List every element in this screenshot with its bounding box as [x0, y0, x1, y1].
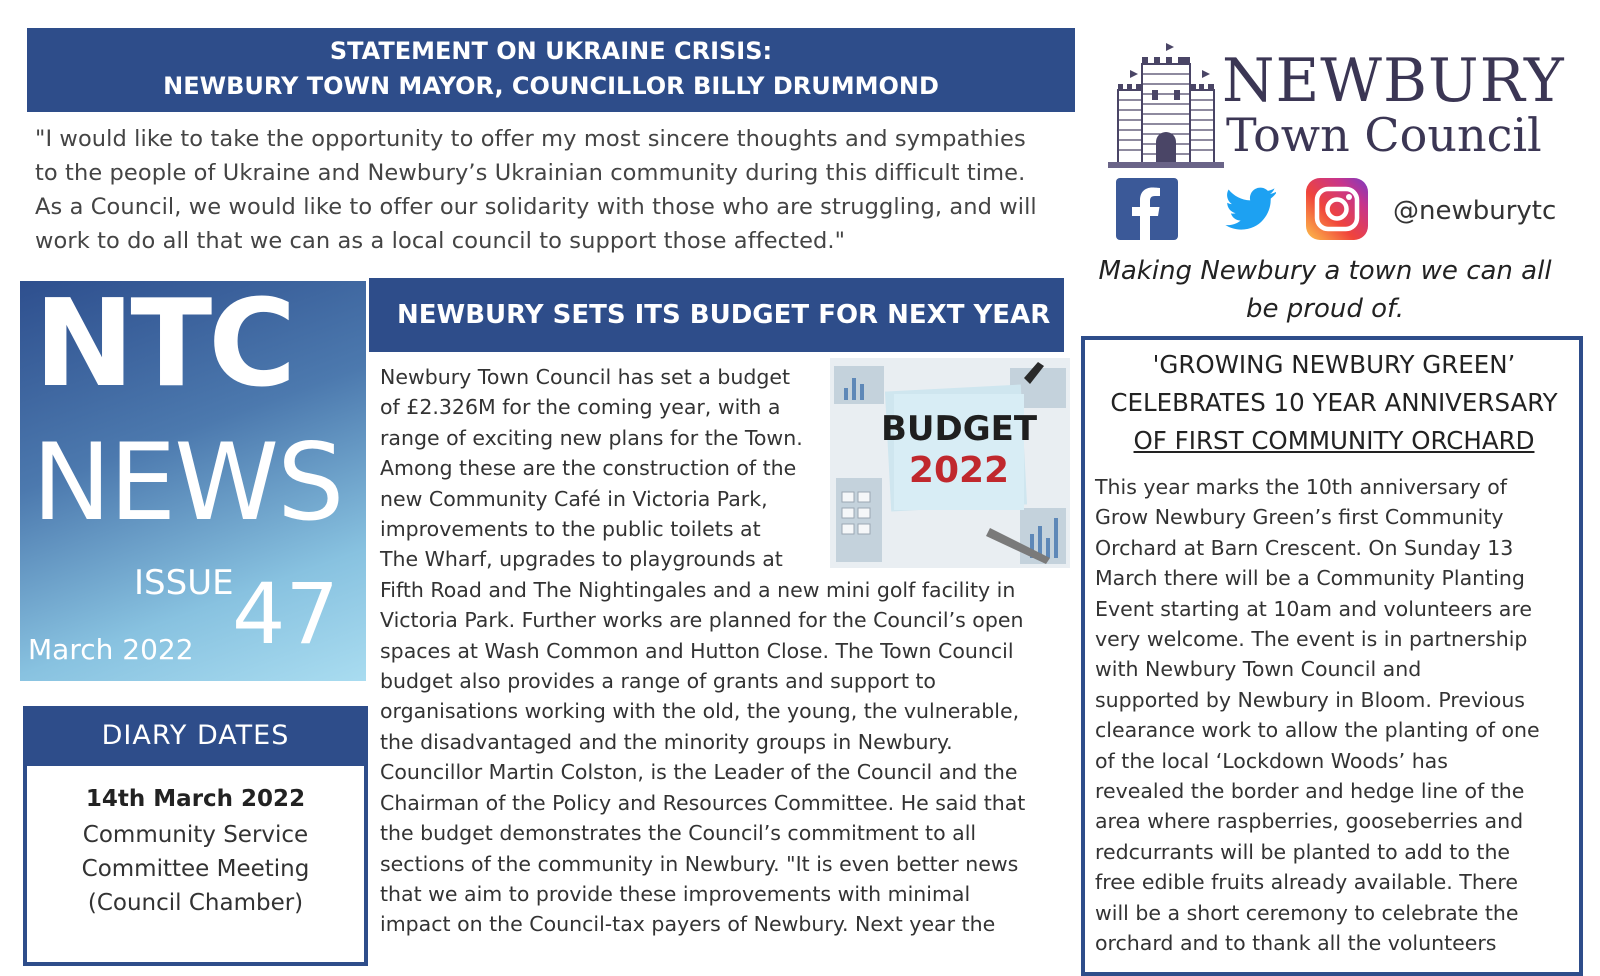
- issue-label: ISSUE: [134, 563, 234, 603]
- diary-event-line: Community Service: [82, 822, 309, 848]
- body-line: sections of the community in Newbury. "It is even better news: [380, 851, 1019, 876]
- quote-line: to the people of Ukraine and Newbury’s Ukrainian community during this difficult time.: [35, 160, 1026, 186]
- body-line: of the local ‘Lockdown Woods’ has: [1095, 748, 1448, 773]
- body-line: Fifth Road and The Nightingales and a new mini golf facility in: [380, 577, 1016, 602]
- budget-image-caption: BUDGET: [880, 409, 1038, 449]
- masthead-title-news: NEWS: [32, 421, 343, 544]
- growing-green-heading: [1095, 346, 1573, 460]
- body-line: Newbury Town Council has set a budget: [380, 365, 791, 389]
- social-handle[interactable]: @newburytc: [1393, 196, 1557, 226]
- body-line: Orchard at Barn Crescent. On Sunday 13: [1095, 535, 1514, 560]
- body-line: of £2.326M for the coming year, with a: [380, 395, 781, 420]
- diary-entry-event: [23, 818, 368, 920]
- logo-wordmark-town-council: Town Council: [1226, 108, 1542, 162]
- heading-line: 'GROWING NEWBURY GREEN’: [1152, 350, 1516, 379]
- body-line: The Wharf, upgrades to playgrounds at: [380, 547, 783, 572]
- twitter-icon[interactable]: [1225, 188, 1276, 230]
- body-line: Grow Newbury Green’s first Community: [1095, 505, 1504, 530]
- body-line: revealed the border and hedge line of the: [1095, 779, 1525, 804]
- body-line: improvements to the public toilets at: [380, 517, 761, 542]
- tagline-line: be proud of.: [1246, 294, 1404, 324]
- body-line: Councillor Martin Colston, is the Leader of the Council and the: [380, 760, 1018, 785]
- tagline-line: Making Newbury a town we can all: [1098, 256, 1552, 286]
- body-line: This year marks the 10th anniversary of: [1095, 475, 1507, 499]
- budget-article-heading: NEWBURY SETS ITS BUDGET FOR NEXT YEAR: [369, 278, 1064, 352]
- body-line: supported by Newbury in Bloom. Previous: [1095, 687, 1525, 712]
- body-line: organisations working with the old, the young, the vulnerable,: [380, 699, 1020, 724]
- body-line: impact on the Council-tax payers of Newbury. Next year the: [380, 912, 996, 937]
- body-line: range of exciting new plans for the Town.: [380, 425, 803, 450]
- ukraine-quote: [35, 122, 1085, 258]
- quote-line: "I would like to take the opportunity to offer my most sincere thoughts and sympathies: [35, 126, 1026, 152]
- instagram-icon[interactable]: [1306, 178, 1368, 240]
- body-line: orchard and to thank all the volunteers: [1095, 931, 1497, 956]
- ntc-news-masthead: [20, 281, 366, 681]
- body-line: free edible fruits already available. There: [1095, 870, 1519, 895]
- body-line: Event starting at 10am and volunteers are: [1095, 596, 1532, 621]
- diary-entry-date: 14th March 2022: [85, 786, 306, 812]
- growing-green-body: [1095, 472, 1577, 959]
- logo-wordmark-newbury: NEWBURY: [1222, 46, 1565, 116]
- issue-number: 47: [232, 565, 339, 663]
- issue-date: March 2022: [28, 633, 194, 666]
- body-line: budget also provides a range of grants and support to: [380, 669, 936, 694]
- body-line: new Community Café in Victoria Park,: [380, 486, 768, 511]
- body-line: with Newbury Town Council and: [1095, 657, 1422, 682]
- budget-article-body: [380, 362, 1070, 940]
- body-line: will be a short ceremony to celebrate the: [1095, 900, 1519, 925]
- quote-line: As a Council, we would like to offer our solidarity with those who are struggling, and will: [35, 194, 1037, 220]
- body-line: the budget demonstrates the Council’s commitment to all: [380, 821, 977, 846]
- body-line: that we aim to provide these improvements with minimal: [380, 881, 971, 906]
- body-line: March there will be a Community Planting: [1095, 566, 1525, 591]
- council-tagline: [1090, 252, 1560, 328]
- body-line: clearance work to allow the planting of one: [1095, 718, 1540, 743]
- masthead-title-ntc: NTC: [34, 281, 293, 414]
- body-line: spaces at Wash Common and Hutton Close. The Town Council: [380, 638, 1014, 663]
- ukraine-statement-heading: [27, 28, 1075, 112]
- body-line: very welcome. The event is in partnership: [1095, 627, 1528, 652]
- heading-line: CELEBRATES 10 YEAR ANNIVERSARY: [1110, 388, 1558, 417]
- ukraine-heading-line2: NEWBURY TOWN MAYOR, COUNCILLOR BILLY DRUMMOND: [163, 72, 939, 100]
- heading-line: OF FIRST COMMUNITY ORCHARD: [1133, 426, 1535, 455]
- ukraine-heading-line1: STATEMENT ON UKRAINE CRISIS:: [329, 37, 773, 65]
- diary-dates-heading: DIARY DATES: [23, 706, 368, 766]
- quote-line: work to do all that we can as a local council to support those affected.": [35, 228, 846, 254]
- diary-event-line: (Council Chamber): [87, 890, 304, 916]
- diary-event-line: Committee Meeting: [81, 856, 310, 882]
- budget-image-year: 2022: [908, 450, 1010, 491]
- body-line: redcurrants will be planted to add to the: [1095, 839, 1511, 864]
- body-line: Victoria Park. Further works are planned for the Council’s open: [380, 608, 1024, 633]
- facebook-icon[interactable]: [1116, 178, 1178, 240]
- body-line: the disadvantaged and the minority groups in Newbury.: [380, 729, 953, 754]
- body-line: area where raspberries, gooseberries and: [1095, 809, 1524, 834]
- body-line: Among these are the construction of the: [380, 456, 797, 481]
- body-line: Chairman of the Policy and Resources Committee. He said that: [380, 790, 1026, 815]
